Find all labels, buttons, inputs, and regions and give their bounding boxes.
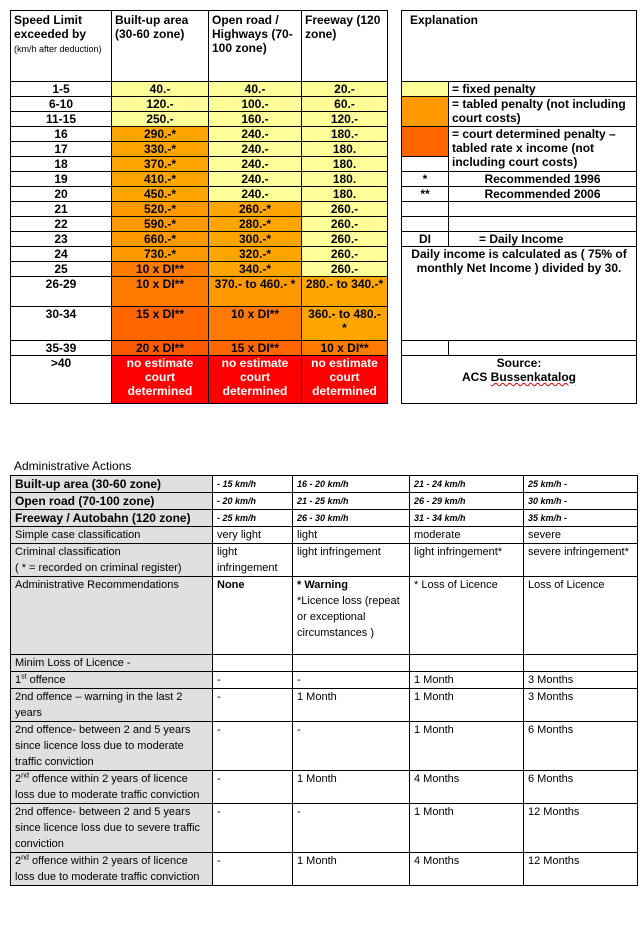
table-row: 21 520.-* 260.-* 260.- [11, 202, 637, 217]
legend-star1-text: Recommended 1996 [449, 172, 637, 187]
legend-fixed-text: = fixed penalty [449, 82, 637, 97]
table-row: 35-39 20 x DI** 15 x DI** 10 x DI** [11, 341, 637, 356]
table-row: 6-10 120.- 100.- 60.- = tabled penalty (not including court costs) [11, 97, 637, 112]
zone-row-open-road: Open road (70-100 zone) - 20 km/h 21 - 25 km/h 26 - 29 km/h 30 km/h - [11, 493, 638, 510]
table-row: 20 450.-* 240.- 180. ** Recommended 2006 [11, 187, 637, 202]
table-row: 16 290.-* 240.- 180.- = court determined penalty – tabled rate x income (not including court costs) [11, 127, 637, 142]
table-row: 24 730.-* 320.-* 260.- Daily income is calculated as ( 75% of monthly Net Income ) divided by 30. [11, 247, 637, 262]
fines-header-row [11, 11, 637, 82]
table-row: 11-15 250.- 160.- 120.- [11, 112, 637, 127]
table-row: 23 660.-* 300.-* 260.- DI = Daily Income [11, 232, 637, 247]
legend-di-note: Daily income is calculated as ( 75% of monthly Net Income ) divided by 30. [402, 247, 637, 341]
legend-star2-text: Recommended 2006 [449, 187, 637, 202]
legend-court-swatch [402, 127, 449, 157]
source-name: Bussenkatalog [490, 370, 577, 384]
legend-di-text: = Daily Income [449, 232, 637, 247]
criminal-classification-row: Criminal classification ( * = recorded on criminal register) light infringement light infringement light infringement* severe infringement* [11, 544, 638, 577]
table-row: 26-29 10 x DI** 370.- to 460.- * 280.- to 340.-* [11, 277, 637, 307]
minimum-loss-row: Minim Loss of Licence - [11, 655, 638, 672]
admin-section-title: Administrative Actions [14, 459, 132, 473]
recommendations-row: Administrative Recommendations None * Warning *Licence loss (repeat or exceptional circumstances ) * Loss of Licence Loss of Licence [11, 577, 638, 655]
offence-row: 2nd offence within 2 years of licence loss due to moderate traffic conviction - 1 Month 4 Months 6 Months [11, 771, 638, 804]
simple-classification-row: Simple case classification very light light moderate severe [11, 527, 638, 544]
header-open-road: Open road / Highways (70-100 zone) [209, 11, 302, 82]
zone-row-freeway: Freeway / Autobahn (120 zone) - 25 km/h 26 - 30 km/h 31 - 34 km/h 35 km/h - [11, 510, 638, 527]
header-freeway: Freeway (120 zone) [302, 11, 388, 82]
table-row: 18 370.-* 240.- 180. [11, 157, 637, 172]
table-row: 1-5 40.- 40.- 20.- = fixed penalty [11, 82, 637, 97]
header-built-up: Built-up area (30-60 zone) [112, 11, 209, 82]
offence-row: 2nd offence within 2 years of licence loss due to moderate traffic conviction - 1 Month 4 Months 12 Months [11, 853, 638, 886]
table-row: >40 no estimate court determined no estimate court determined no estimate court determined Source: ACS Bussenkatalog [11, 356, 637, 404]
legend-tabled-swatch [402, 97, 449, 127]
legend-di-symbol: DI [402, 232, 449, 247]
table-row: 19 410.-* 240.- 180. * Recommended 1996 [11, 172, 637, 187]
header-speed: Speed Limit exceeded by (km/h after deduction) [11, 11, 112, 82]
table-row: 25 10 x DI** 340.-* 260.- [11, 262, 637, 277]
table-row: 30-34 15 x DI** 10 x DI** 360.- to 480.- * [11, 307, 637, 341]
table-row: 22 590.-* 280.-* 260.- [11, 217, 637, 232]
offence-row: 2nd offence- between 2 and 5 years since licence loss due to moderate traffic conviction - - 1 Month 6 Months [11, 722, 638, 771]
source-note: Source: ACS Bussenkatalog [402, 356, 637, 404]
legend-star1-symbol: * [402, 172, 449, 187]
table-row: 17 330.-* 240.- 180. [11, 142, 637, 157]
legend-tabled-text: = tabled penalty (not including court costs) [449, 97, 637, 127]
offence-row: 2nd offence- between 2 and 5 years since licence loss due to severe traffic conviction - - 1 Month 12 Months [11, 804, 638, 853]
zone-row-built-up: Built-up area (30-60 zone) - 15 km/h 16 - 20 km/h 21 - 24 km/h 25 km/h - [11, 476, 638, 493]
header-explanation: Explanation [402, 11, 637, 82]
offence-row: 2nd offence – warning in the last 2 years - 1 Month 1 Month 3 Months [11, 689, 638, 722]
administrative-actions-table [10, 475, 638, 886]
speeding-fines-table [10, 10, 637, 404]
gap-cell [388, 11, 402, 82]
legend-court-text: = court determined penalty – tabled rate x income (not including court costs) [449, 127, 637, 172]
legend-star2-symbol: ** [402, 187, 449, 202]
legend-fixed-swatch [402, 82, 449, 97]
offence-row: 1st offence - - 1 Month 3 Months [11, 672, 638, 689]
header-speed-note: (km/h after deduction) [14, 44, 102, 54]
